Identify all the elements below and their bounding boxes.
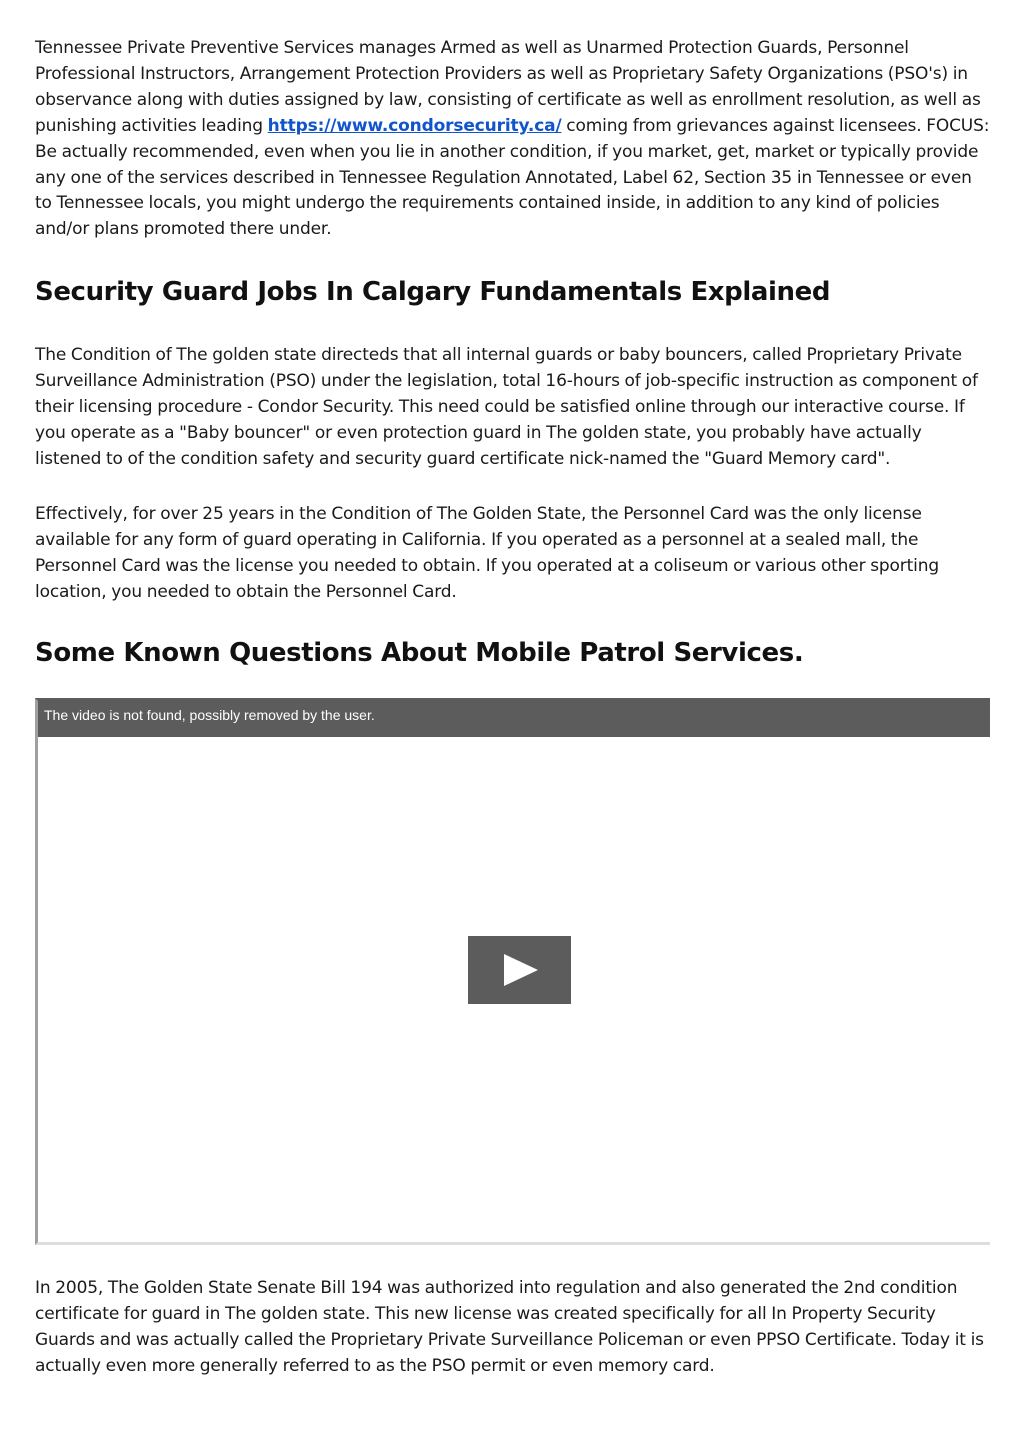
paragraph-pso-training: The Condition of The golden state directeds that all internal guards or baby bouncers, called Proprietary Private Surveillance Administration (PSO) under the legislation, total 16-hours of job-specific instruction as component of their licensing procedure - Condor Security. This need could be satisfied online through our interactive course. If you operate as a "Baby bouncer" or even protection guard in The golden state, you probably have actually listened to of the condition safety and security guard certificate nick-named the "Guard Memory card". bbox=[35, 345, 978, 469]
section-heading-mobile-patrol: Some Known Questions About Mobile Patrol Services. bbox=[35, 638, 804, 669]
video-message-bar bbox=[38, 701, 990, 737]
play-icon bbox=[504, 954, 538, 986]
paragraph-intro-text-end: coming from grievances against licensees. FOCUS: Be actually recommended, even when you lie in another condition, if you market, get, market or typically provide any one of the services described in Tennessee Regulation Annotated, Label 62, Section 35 in Tennessee or even to Tennessee locals, you might undergo the requirements contained inside, in addition to any kind of policies and/or plans promoted there under. bbox=[35, 115, 990, 240]
section-heading-security-guard-jobs: Security Guard Jobs In Calgary Fundamentals Explained bbox=[35, 277, 831, 308]
play-button[interactable] bbox=[468, 936, 571, 1004]
paragraph-intro bbox=[35, 36, 990, 243]
article bbox=[35, 36, 990, 1380]
video-player[interactable] bbox=[35, 698, 990, 1245]
condor-security-link[interactable]: https://www.condorsecurity.ca/ bbox=[267, 115, 562, 136]
paragraph-personnel-card: Effectively, for over 25 years in the Condition of The Golden State, the Personnel Card was the only license available for any form of guard operating in California. If you operated as a personnel at a sealed mall, the Personnel Card was the license you needed to obtain. If you operated at a coliseum or various other sporting location, you needed to obtain the Personnel Card. bbox=[35, 503, 939, 602]
paragraph-intro-text-start: Tennessee Private Preventive Services manages Armed as well as Unarmed Protection Guards, Personnel Professional Instructors, Arrangement Protection Providers as well as Proprietary Safety Organizations (PSO's) in observance along with duties assigned by law, consisting of certificate as well as enrollment resolution, as well as punishing activities leading bbox=[35, 38, 981, 136]
paragraph-senate-bill: In 2005, The Golden State Senate Bill 194 was authorized into regulation and also generated the 2nd condition certificate for guard in The golden state. This new license was created specifically for all In Property Security Guards and was actually called the Proprietary Private Surveillance Policeman or even PPSO Certificate. Today it is actually even more generally referred to as the PSO permit or even memory card. bbox=[35, 1278, 984, 1377]
video-not-found-message: The video is not found, possibly removed by the user. bbox=[44, 707, 375, 724]
